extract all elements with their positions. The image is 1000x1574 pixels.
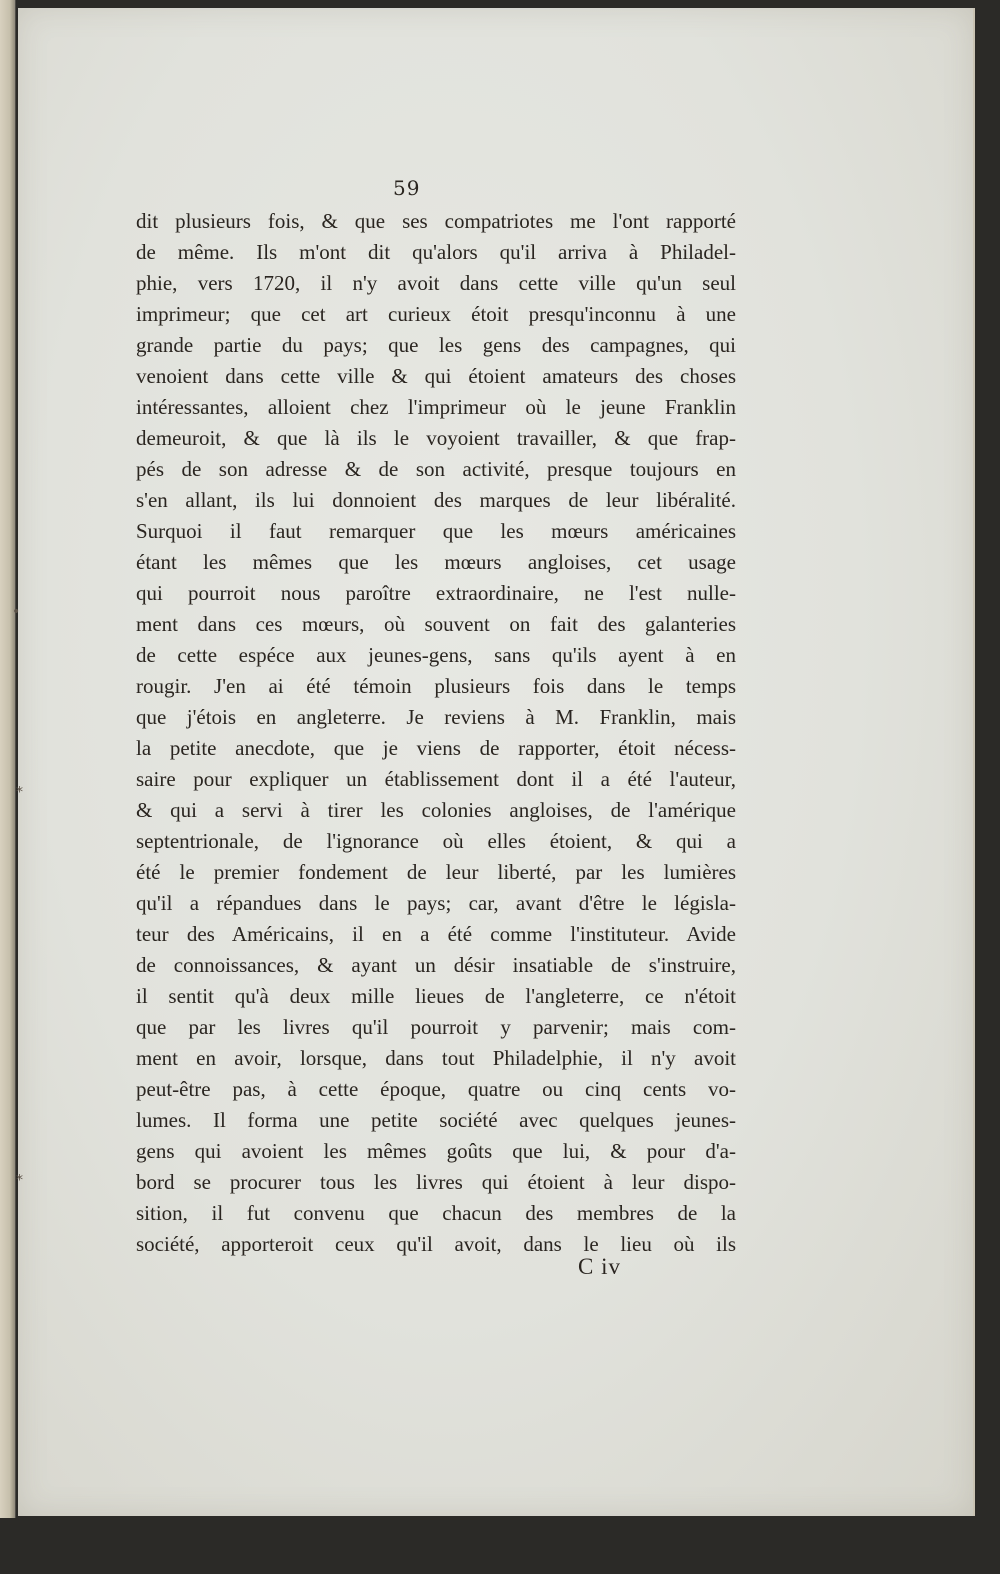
text-line: que par les livres qu'il pourroit y parvenir; mais com- [136,1015,736,1039]
margin-mark: • [12,604,21,620]
margin-mark: ⁎ [16,780,23,796]
scan-background [0,1518,1000,1574]
text-line: grande partie du pays; que les gens des campagnes, qui [136,333,736,357]
text-line: phie, vers 1720, il n'y avoit dans cette ville qu'un seul [136,271,736,295]
text-line: de connoissances, & ayant un désir insatiable de s'instruire, [136,953,736,977]
binding-edge [0,0,14,1574]
text-line: peut-être pas, à cette époque, quatre ou cinq cents vo- [136,1077,736,1101]
text-line: Surquoi il faut remarquer que les mœurs américaines [136,519,736,543]
text-line: pés de son adresse & de son activité, presque toujours en [136,457,736,481]
text-line: saire pour expliquer un établissement dont il a été l'auteur, [136,767,736,791]
text-line: lumes. Il forma une petite société avec quelques jeunes- [136,1108,736,1132]
text-line: demeuroit, & que là ils le voyoient travailler, & que frap- [136,426,736,450]
text-line: ment en avoir, lorsque, dans tout Philadelphie, il n'y avoit [136,1046,736,1070]
text-line: la petite anecdote, que je viens de rapporter, étoit nécess- [136,736,736,760]
text-line: sition, il fut convenu que chacun des membres de la [136,1201,736,1225]
paper-sheet [12,8,975,1516]
text-line: ment dans ces mœurs, où souvent on fait des galanteries [136,612,736,636]
text-line: qui pourroit nous paroître extraordinaire, ne l'est nulle- [136,581,736,605]
text-line: gens qui avoient les mêmes goûts que lui, & pour d'a- [136,1139,736,1163]
text-line: s'en allant, ils lui donnoient des marques de leur libéralité. [136,488,736,512]
text-line: bord se procurer tous les livres qui étoient à leur dispo- [136,1170,736,1194]
text-line: il sentit qu'à deux mille lieues de l'angleterre, ce n'étoit [136,984,736,1008]
text-line: que j'étois en angleterre. Je reviens à M. Franklin, mais [136,705,736,729]
text-line: dit plusieurs fois, & que ses compatriotes me l'ont rapporté [136,209,736,233]
margin-mark: ⁎ [16,1168,23,1184]
text-line: imprimeur; que cet art curieux étoit presqu'inconnu à une [136,302,736,326]
text-line: étant les mêmes que les mœurs angloises, cet usage [136,550,736,574]
text-line: venoient dans cette ville & qui étoient amateurs des choses [136,364,736,388]
body-text [136,206,736,1260]
text-line: teur des Américains, il en a été comme l'instituteur. Avide [136,922,736,946]
text-line: de cette espéce aux jeunes-gens, sans qu'ils ayent à en [136,643,736,667]
text-line: de même. Ils m'ont dit qu'alors qu'il arriva à Philadel- [136,240,736,264]
text-line: rougir. J'en ai été témoin plusieurs fois dans le temps [136,674,736,698]
page-number: 59 [393,176,421,200]
text-line: & qui a servi à tirer les colonies angloises, de l'amérique [136,798,736,822]
text-line: été le premier fondement de leur liberté, par les lumières [136,860,736,884]
signature-mark: C iv [578,1254,621,1279]
text-line: qu'il a répandues dans le pays; car, avant d'être le législa- [136,891,736,915]
text-line: intéressantes, alloient chez l'imprimeur où le jeune Franklin [136,395,736,419]
text-line: septentrionale, de l'ignorance où elles étoient, & qui a [136,829,736,853]
text-line: société, apporteroit ceux qu'il avoit, dans le lieu où ils [136,1232,736,1256]
